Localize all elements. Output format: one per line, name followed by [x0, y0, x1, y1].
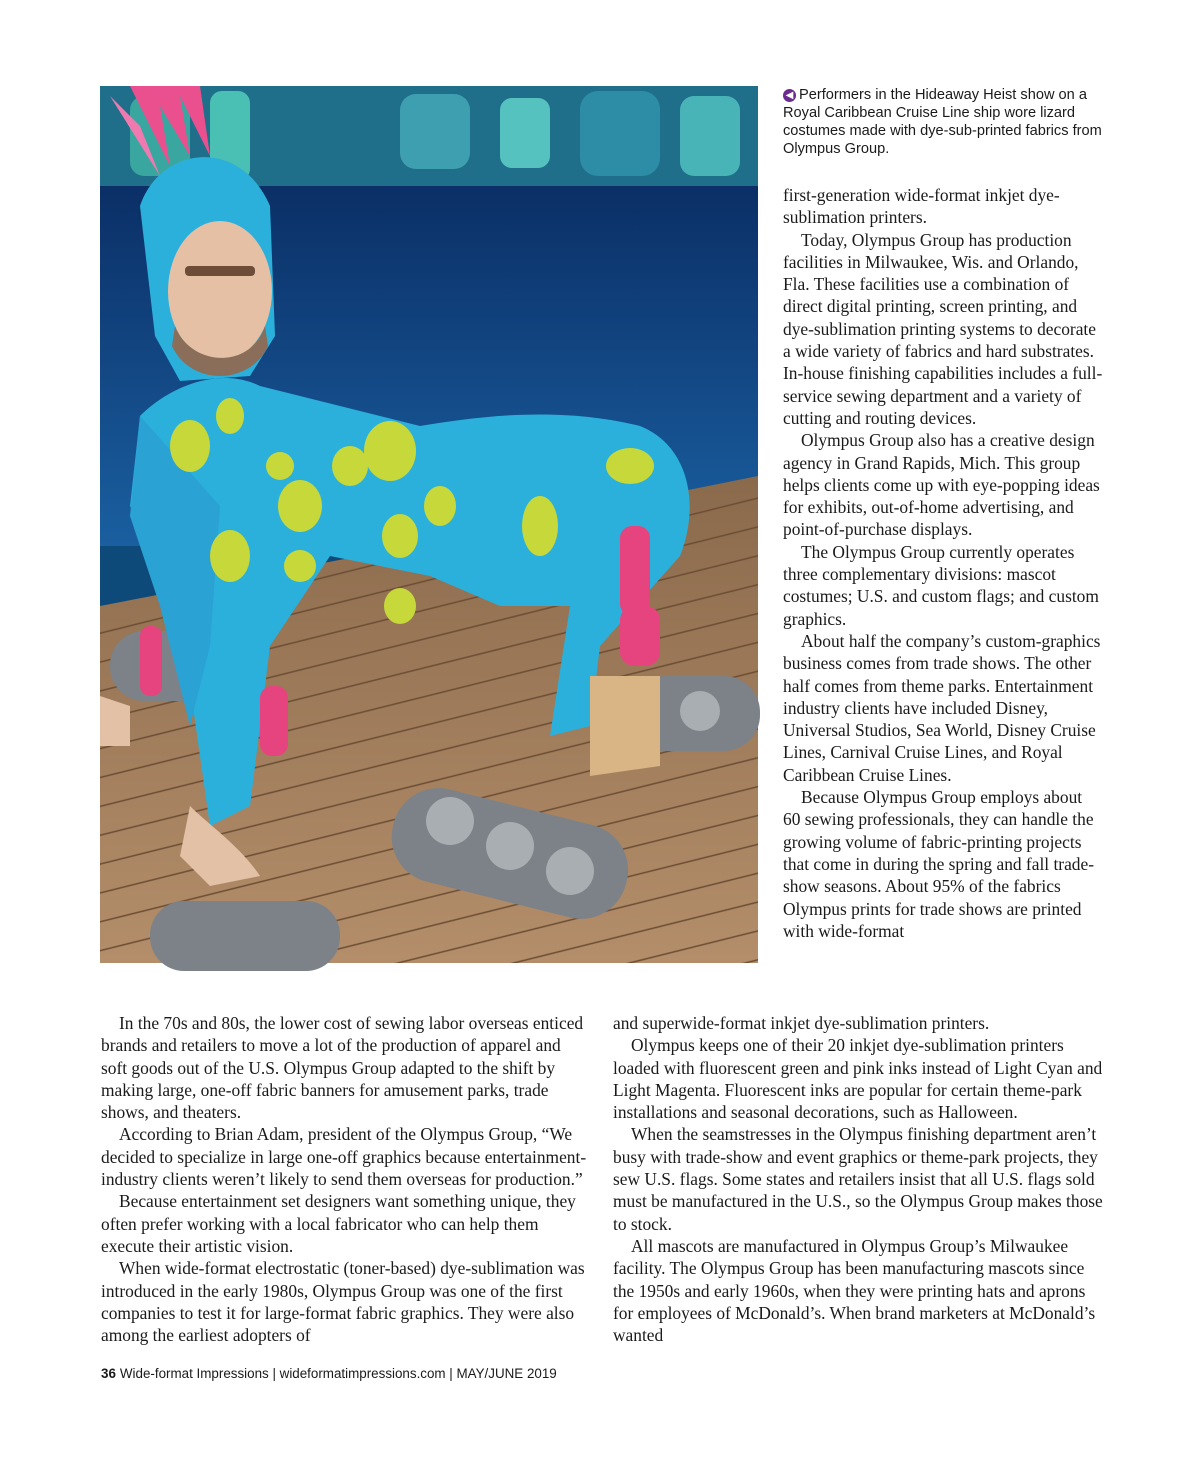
article-column-right-bottom	[613, 1012, 1103, 1346]
deck-drain	[150, 901, 340, 971]
article-column-left	[101, 1012, 587, 1346]
paragraph: and superwide-format inkjet dye-sublimation printers.	[613, 1013, 990, 1033]
caption-text: Performers in the Hideaway Heist show on a Royal Caribbean Cruise Line ship wore lizard costumes made with dye-sub-printed fabrics from Olympus Group.	[783, 87, 1102, 157]
paragraph: Olympus keeps one of their 20 inkjet dye-sublimation printers loaded with fluorescent green and pink inks instead of Light Cyan and Light Magenta. Fluorescent inks are popular for certain theme-park installations and seasonal decorations, such as Halloween.	[613, 1035, 1103, 1123]
paragraph: first-generation wide-format inkjet dye-sublimation printers.	[783, 185, 1060, 228]
circle-left-arrow-icon: ◀	[783, 89, 796, 102]
page-number: 36	[101, 1366, 116, 1381]
paragraph: All mascots are manufactured in Olympus Group’s Milwaukee facility. The Olympus Group has been manufacturing mascots since the 1950s and early 1960s, when they were printing hats and aprons for employees of McDonald’s. When brand marketers at McDonald’s wanted	[613, 1235, 1096, 1346]
paragraph: In the 70s and 80s, the lower cost of sewing labor overseas enticed brands and retailers to move a lot of the production of apparel and soft goods out of the U.S. Olympus Group adapted to the shift by making large, one-off fabric banners for amusement parks, trade shows, and theaters.	[101, 1013, 584, 1123]
paragraph: When wide-format electrostatic (toner-based) dye-sublimation was introduced in the early 1980s, Olympus Group was one of the first companies to test it for large-format fabric graphics. They were also among the earliest adopters of	[101, 1258, 585, 1346]
paragraph: Olympus Group also has a creative design agency in Grand Rapids, Mich. This group helps clients come up with eye-popping ideas for exhibits, out-of-home advertising, and point-of-purchase displays.	[783, 430, 1100, 540]
paragraph: Because entertainment set designers want something unique, they often prefer working with a local fabricator who can help them execute their artistic vision.	[101, 1191, 576, 1256]
lizard-performer-image	[100, 86, 758, 963]
photo-credit: Credit: Olympus Group.	[827, 196, 844, 358]
paragraph: When the seamstresses in the Olympus finishing department aren’t busy with trade-show and event graphics or theme-park projects, they sew U.S. flags. Some states and retailers insist that all U.S. flags sold must be manufactured in the U.S., so the Olympus Group makes those to stock.	[613, 1124, 1103, 1234]
photo-caption	[783, 86, 1103, 158]
article-photo	[100, 86, 844, 963]
paragraph: About half the company’s custom-graphics business comes from trade shows. The other half comes from theme parks. Entertainment industry clients have included Disney, Universal Studios, Sea World, Disney Cruise Lines, Carnival Cruise Lines, and Royal Caribbean Cruise Lines.	[783, 630, 1101, 785]
paragraph: The Olympus Group currently operates three complementary divisions: mascot costumes; U.S. and custom flags; and custom graphics.	[783, 541, 1099, 629]
paragraph: Because Olympus Group employs about 60 sewing professionals, they can handle the growing volume of fabric-printing projects that come in during the spring and fall trade-show seasons. About 95% of the fabrics Olympus prints for trade shows are printed with wide-format	[783, 787, 1095, 941]
article-column-right-top	[783, 184, 1103, 942]
paragraph: According to Brian Adam, president of the Olympus Group, “We decided to specialize in large one-off graphics because entertainment-industry clients weren’t likely to send them overseas for production.”	[101, 1124, 587, 1190]
page-footer	[101, 1366, 557, 1381]
paragraph: Today, Olympus Group has production facilities in Milwaukee, Wis. and Orlando, Fla. These facilities use a combination of direct digital printing, screen printing, and dye-sublimation printing systems to decorate a wide variety of fabrics and hard substrates. In-house finishing capabilities includes a full-service sewing department and a variety of cutting and routing devices.	[783, 229, 1103, 428]
footer-text: Wide-format Impressions | wideformatimpressions.com | MAY/JUNE 2019	[119, 1366, 557, 1381]
